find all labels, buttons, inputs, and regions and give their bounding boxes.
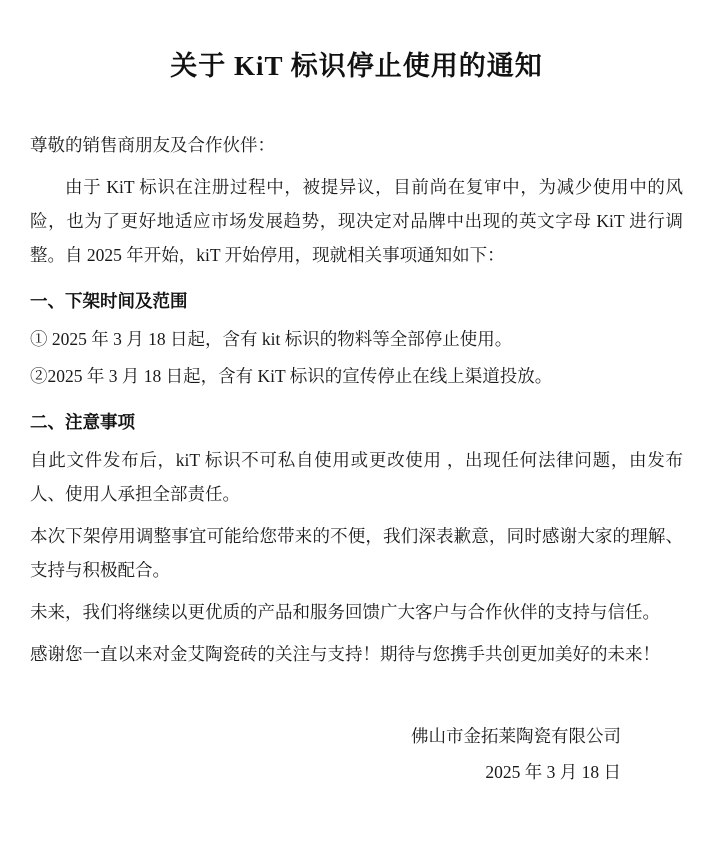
signature-company: 佛山市金拓莱陶瓷有限公司 (411, 725, 621, 746)
salutation: 尊敬的销售商朋友及合作伙伴： (30, 134, 275, 155)
section-heading-two: 二、注意事项 (30, 411, 135, 432)
section-heading-one: 一、下架时间及范围 (30, 291, 188, 312)
list-item: ① 2025 年 3 月 18 日起，含有 kit 标识的物料等全部停止使用。 (30, 329, 513, 350)
signature-date: 2025 年 3 月 18 日 (485, 762, 621, 783)
notice-paragraph: 感谢您一直以来对金艾陶瓷砖的关注与支持！期待与您携手共创更加美好的未来！ (30, 644, 660, 665)
document-body (30, 128, 683, 791)
intro-paragraph: 由于 KiT 标识在注册过程中，被提异议，目前尚在复审中，为减少使用中的风险，也为了更好地适应市场发展趋势，现决定对品牌中出现的英文字母 KiT 进行调整。自 2025 年开始，kiT 开始停用，现就相关事项通知如下： (30, 176, 683, 266)
notice-paragraph: 自此文件发布后，kiT 标识不可私自使用或更改使用 ，出现任何法律问题，由发布人、使用人承担全部责任。 (30, 449, 683, 504)
list-item: ②2025 年 3 月 18 日起，含有 KiT 标识的宣传停止在线上渠道投放。 (30, 365, 553, 386)
page-title: 关于 KiT 标识停止使用的通知 (170, 51, 543, 81)
notice-paragraph: 未来，我们将继续以更优质的产品和服务回馈广大客户与合作伙伴的支持与信任。 (30, 602, 660, 623)
signature-block (30, 718, 683, 792)
notice-paragraph: 本次下架停用调整事宜可能给您带来的不便，我们深表歉意，同时感谢大家的理解、支持与积极配合。 (30, 526, 683, 581)
